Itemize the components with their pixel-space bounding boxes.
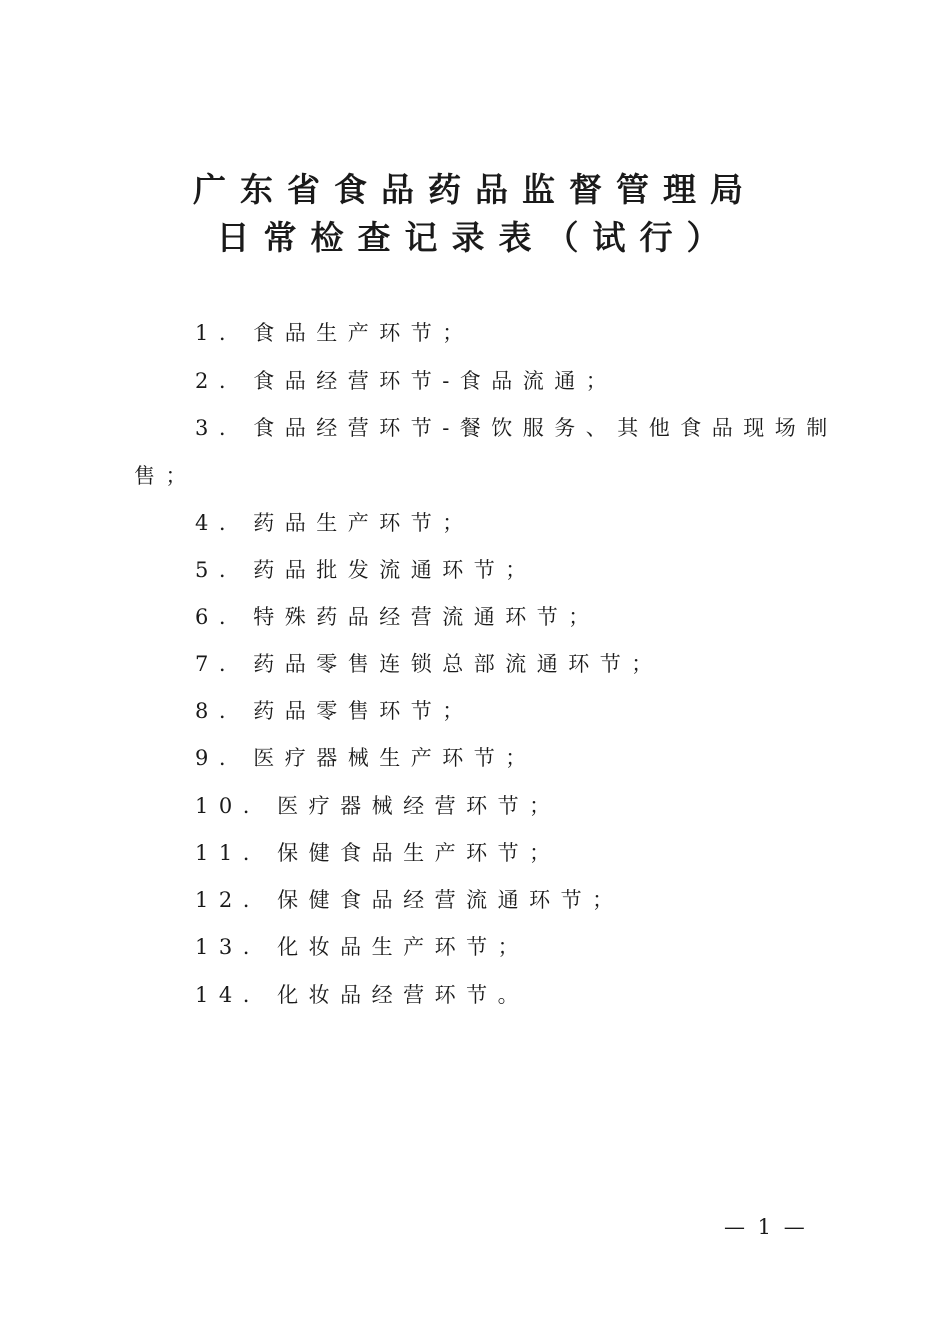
list-item: 1. 食品生产环节；	[195, 321, 474, 345]
list-item: 2. 食品经营环节-食品流通；	[195, 369, 618, 393]
list-item: 6. 特殊药品经营流通环节；	[195, 605, 600, 629]
document-title-line-1: 广东省食品药品监督管理局	[193, 170, 757, 209]
page-number: — 1 —	[724, 1215, 808, 1239]
list-item: 3. 食品经营环节-餐饮服务、其他食品现场制	[195, 416, 838, 440]
list-item: 13. 化妆品生产环节；	[195, 935, 530, 959]
list-item: 9. 医疗器械生产环节；	[195, 746, 537, 770]
list-item: 14. 化妆品经营环节。	[195, 983, 530, 1007]
list-item: 12. 保健食品经营流通环节；	[195, 888, 624, 912]
list-item: 8. 药品零售环节；	[195, 699, 474, 723]
list-item: 10. 医疗器械经营环节；	[195, 794, 561, 818]
list-item: 11. 保健食品生产环节；	[195, 841, 561, 865]
list-item-continuation: 售；	[134, 464, 197, 488]
list-item: 4. 药品生产环节；	[195, 511, 474, 535]
list-item: 7. 药品零售连锁总部流通环节；	[195, 652, 663, 676]
list-item: 5. 药品批发流通环节；	[195, 558, 537, 582]
document-title-line-2: 日常检查记录表（试行）	[216, 218, 734, 257]
